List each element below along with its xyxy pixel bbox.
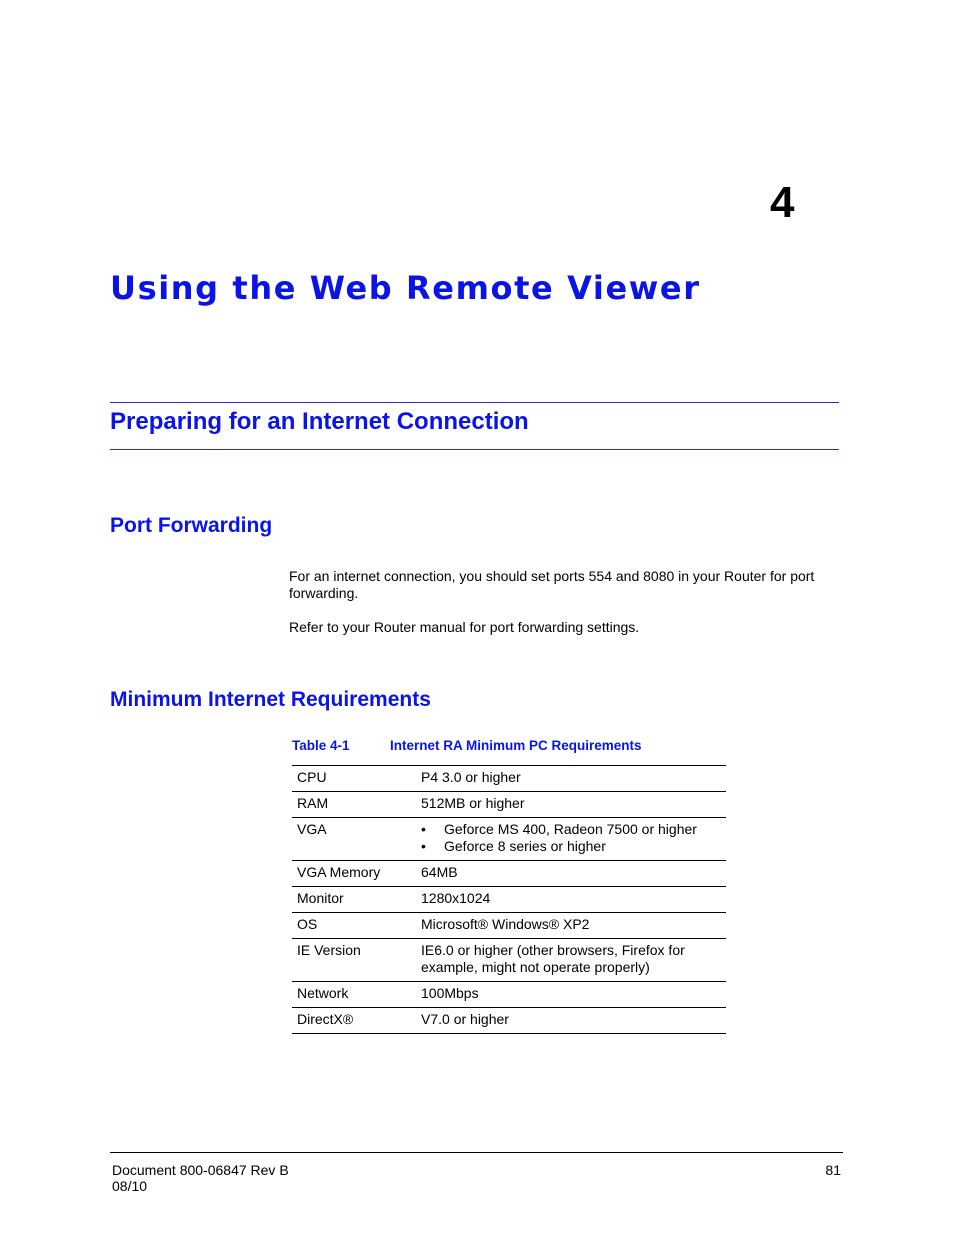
footer-date: 08/10 <box>112 1178 148 1194</box>
section-rule-top <box>110 402 839 403</box>
table-cell-key: CPU <box>292 766 416 792</box>
vga-bullet-list <box>421 821 722 855</box>
table-row <box>292 887 726 913</box>
table-caption <box>292 737 642 754</box>
table-row <box>292 939 726 982</box>
table-row <box>292 792 726 818</box>
table-cell-value: 512MB or higher <box>416 792 726 818</box>
router-manual-paragraph: Refer to your Router manual for port forwarding settings. <box>289 619 640 635</box>
section-title: Preparing for an Internet Connection <box>110 408 529 435</box>
table-row <box>292 861 726 887</box>
footer-document-number: Document 800-06847 Rev B <box>112 1162 289 1178</box>
port-forwarding-heading: Port Forwarding <box>110 514 273 537</box>
table-row <box>292 1008 726 1034</box>
table-row <box>292 766 726 792</box>
table-cell-value: P4 3.0 or higher <box>416 766 726 792</box>
table-cell-value: IE6.0 or higher (other browsers, Firefox for example, might not operate properly) <box>416 939 726 982</box>
table-row <box>292 818 726 861</box>
table-cell-value: 64MB <box>416 861 726 887</box>
port-forwarding-paragraph: For an internet connection, you should set ports 554 and 8080 in your Router for port forwarding. <box>289 568 815 601</box>
chapter-number: 4 <box>770 178 795 227</box>
footer-document-info <box>112 1162 289 1194</box>
footer-rule <box>110 1152 843 1153</box>
table-cell-key: Network <box>292 982 416 1008</box>
table-caption-title: Internet RA Minimum PC Requirements <box>390 738 642 753</box>
table-cell-value: Microsoft® Windows® XP2 <box>416 913 726 939</box>
table-cell-key: RAM <box>292 792 416 818</box>
list-item: • Geforce MS 400, Radeon 7500 or higher <box>421 821 722 838</box>
table-cell-value: V7.0 or higher <box>416 1008 726 1034</box>
table-cell-key: DirectX® <box>292 1008 416 1034</box>
table-cell-key: VGA <box>292 818 416 861</box>
table-cell-key: OS <box>292 913 416 939</box>
list-item: • Geforce 8 series or higher <box>421 838 722 855</box>
footer-page-number: 81 <box>825 1162 841 1178</box>
table-caption-number: Table 4-1 <box>292 738 350 753</box>
section-rule-bottom <box>110 449 839 450</box>
chapter-title: Using the Web Remote Viewer <box>110 269 701 307</box>
table-cell-value: 1280x1024 <box>416 887 726 913</box>
table-cell-key: IE Version <box>292 939 416 982</box>
table-row <box>292 913 726 939</box>
table-cell-value <box>416 818 726 861</box>
requirements-table <box>292 765 726 1034</box>
table-row <box>292 982 726 1008</box>
table-cell-key: Monitor <box>292 887 416 913</box>
table-cell-key: VGA Memory <box>292 861 416 887</box>
min-requirements-heading: Minimum Internet Requirements <box>110 688 431 711</box>
table-cell-value: 100Mbps <box>416 982 726 1008</box>
